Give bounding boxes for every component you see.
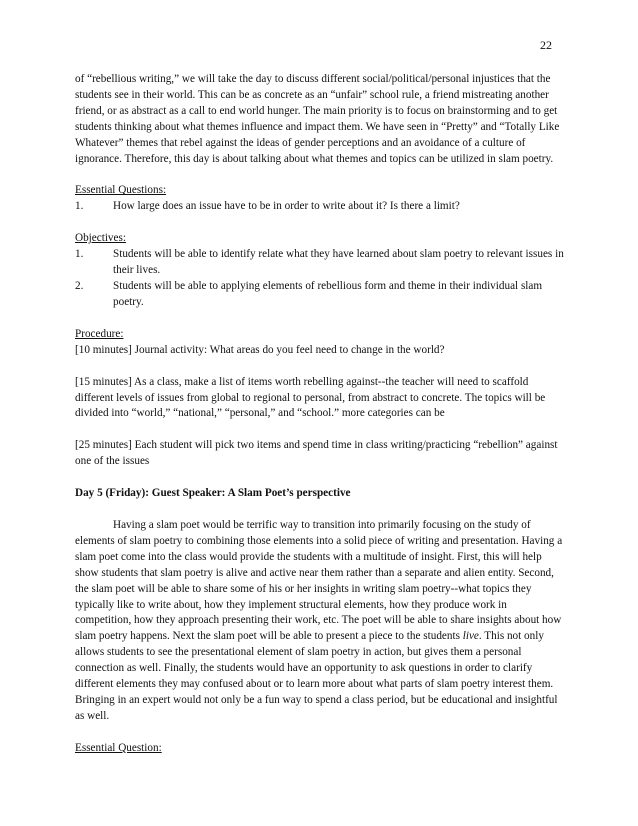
page-number: 22 [540, 38, 552, 52]
objective-item [75, 247, 565, 279]
essential-question-item [75, 199, 565, 215]
day5-paragraph [75, 518, 565, 725]
essential-question-heading: Essential Question: [75, 741, 162, 754]
procedure-heading: Procedure: [75, 327, 124, 340]
day5-italic-live: live [462, 630, 479, 643]
procedure-step-1: [10 minutes] Journal activity: What areas do you feel need to change in the world? [75, 343, 445, 356]
day5-text-b: . This not only allows students to see the presentational element of slam poetry in action, but gives them a personal connection as well. Finally, the students would have an opportunity to ask questions in order to clarify different elements they may confused about or to learn more about what parts of slam poetry interest them. Bringing in an expert would not only be a fun way to spend a class period, but be educational and insightful as well. [75, 630, 558, 722]
day5-heading: Day 5 (Friday): Guest Speaker: A Slam Poet’s perspective [75, 487, 351, 500]
item-number: 1. [75, 200, 84, 213]
objectives-heading: Objectives: [75, 232, 126, 245]
essential-questions-heading: Essential Questions: [75, 184, 167, 197]
item-number: 2. [75, 279, 84, 292]
page-content [75, 72, 565, 757]
procedure-step-3: [25 minutes] Each student will pick two items and spend time in class writing/practicing “rebellion” against one of the issues [75, 439, 558, 468]
procedure-step-2: [15 minutes] As a class, make a list of items worth rebelling against--the teacher will need to scaffold different levels of issues from global to regional to personal, from abstract to concrete. The topics will be divided into “world,” “national,” “personal,” and “school.” more categories can be [75, 375, 546, 420]
item-text: Students will be able to applying elements of rebellious form and theme in their individual slam poetry. [113, 279, 543, 308]
objective-item [75, 279, 565, 311]
item-number: 1. [75, 248, 84, 261]
item-text: Students will be able to identify relate what they have learned about slam poetry to relevant issues in their lives. [113, 248, 564, 277]
day5-text-a: Having a slam poet would be terrific way to transition into primarily focusing on the study of elements of slam poetry to combining those elements into a solid piece of writing and presentation. Having a slam poet come into the class would provide the students with a multitude of insight. First, this will help show students that slam poetry is alive and active near them rather than a separate and alien entity. Second, the slam poet will be able to share some of his or her insights in writing slam poetry--what topics they typically like to write about, how they implement structural elements, how they produce work in competition, how they approach presenting their work, etc. The poet will be able to share insights about how slam poetry happens. Next the slam poet will be able to present a piece to the students [75, 519, 563, 643]
item-text: How large does an issue have to be in order to write about it? Is there a limit? [113, 200, 460, 213]
intro-paragraph: of “rebellious writing,” we will take the day to discuss different social/political/personal injustices that the students see in their world. This can be as concrete as an “unfair” school rule, a friend mistreating another friend, or as abstract as a call to end world hunger. The main priority is to focus on brainstorming and to get students thinking about what themes influence and impact them. We have seen in “Pretty” and “Totally Like Whatever” themes that rebel against the ideas of gender perceptions and an avoidance of a culture of ignorance. Therefore, this day is about talking about what themes and topics can be utilized in slam poetry. [75, 73, 560, 165]
